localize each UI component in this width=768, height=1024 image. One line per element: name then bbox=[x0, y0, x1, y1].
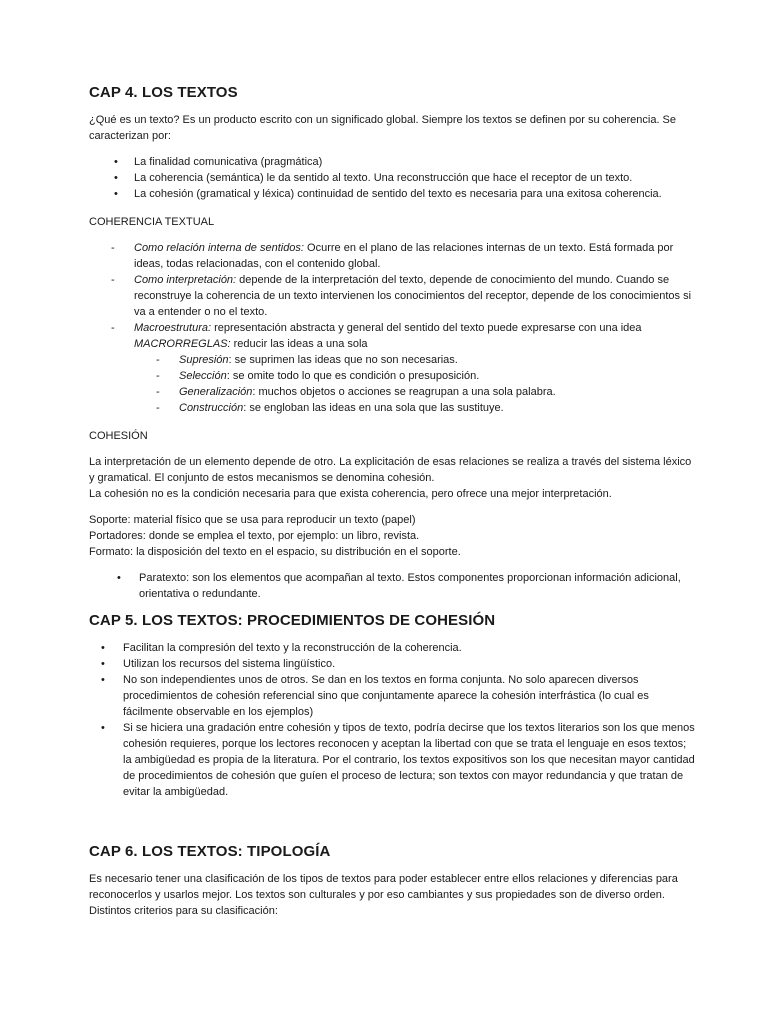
dash-icon: - bbox=[156, 354, 160, 366]
list-item bbox=[89, 240, 695, 272]
cohesion-paragraph-1: La interpretación de un elemento depende de otro. La explicitación de esas relaciones se realiza a través del sistema léxico y gramatical. El conjunto de estos mecanismos se denomina cohesión. bbox=[89, 456, 692, 484]
list-item bbox=[89, 720, 695, 800]
soporte-definition: Soporte: material físico que se usa para reproducir un texto (papel) bbox=[89, 514, 416, 526]
dash-icon: - bbox=[111, 322, 115, 334]
list-item-text: Ocurre en el plano de las relaciones internas de un texto. Está formada por ideas, todas relacionadas, con el contenido global. bbox=[134, 242, 674, 270]
paratexto-list bbox=[89, 570, 695, 602]
document-page bbox=[89, 84, 695, 929]
bullet-icon: • bbox=[101, 642, 105, 654]
bullet-icon: • bbox=[114, 156, 118, 168]
chapter-4-intro: ¿Qué es un texto? Es un producto escrito con un significado global. Siempre los textos se definen por su coherencia. Se caracterizan por: bbox=[89, 114, 677, 142]
list-item-term: Supresión bbox=[179, 354, 229, 366]
list-item bbox=[89, 570, 695, 602]
list-item bbox=[89, 272, 695, 320]
list-item-text: : muchos objetos o acciones se reagrupan a una sola palabra. bbox=[252, 386, 556, 398]
bullet-icon: • bbox=[114, 188, 118, 200]
bullet-icon: • bbox=[117, 572, 121, 584]
dash-icon: - bbox=[111, 274, 115, 286]
list-item bbox=[89, 672, 695, 720]
list-item bbox=[89, 640, 695, 656]
bullet-icon: • bbox=[101, 722, 105, 734]
macrorreglas-list bbox=[89, 352, 695, 416]
list-item bbox=[89, 186, 695, 202]
list-item-text: La coherencia (semántica) le da sentido al texto. Una reconstrucción que hace el receptor de un texto. bbox=[134, 172, 633, 184]
list-item-text: : se suprimen las ideas que no son necesarias. bbox=[228, 354, 458, 366]
chapter-5-title: CAP 5. LOS TEXTOS: PROCEDIMIENTOS DE COHESIÓN bbox=[89, 612, 496, 629]
list-item-text: La finalidad comunicativa (pragmática) bbox=[134, 156, 323, 168]
formato-definition: Formato: la disposición del texto en el espacio, su distribución en el soporte. bbox=[89, 546, 461, 558]
list-item-text: representación abstracta y general del sentido del texto puede expresarse con una idea bbox=[211, 322, 642, 334]
list-item bbox=[89, 384, 695, 400]
list-item bbox=[89, 154, 695, 170]
chapter-4-bullets bbox=[89, 154, 695, 202]
coherencia-heading: COHERENCIA TEXTUAL bbox=[89, 216, 215, 228]
cohesion-heading: COHESIÓN bbox=[89, 430, 148, 442]
chapter-6-intro: Es necesario tener una clasificación de los tipos de textos para poder establecer entre ellos relaciones y diferencias para reconocerlos y usarlos mejor. Los textos son culturales y por eso cambiantes y sus propiedades son de diverso orden. Distintos criterios para su clasificación: bbox=[89, 873, 678, 917]
list-item-text: depende de la interpretación del texto, depende de conocimiento del mundo. Cuando se reconstruye la coherencia de un texto intervienen los conocimientos del receptor, depende de los conocimientos si va a entender o no el texto. bbox=[134, 274, 692, 318]
portadores-definition: Portadores: donde se emplea el texto, por ejemplo: un libro, revista. bbox=[89, 530, 420, 542]
list-item-text: Utilizan los recursos del sistema lingüístico. bbox=[123, 658, 336, 670]
chapter-5-bullets bbox=[89, 640, 695, 800]
dash-icon: - bbox=[156, 386, 160, 398]
list-item bbox=[89, 170, 695, 186]
dash-icon: - bbox=[156, 402, 160, 414]
list-item-text: Paratexto: son los elementos que acompañan al texto. Estos componentes proporcionan información adicional, orientativa o redundante. bbox=[139, 572, 681, 600]
list-item-text: : se engloban las ideas en una sola que las sustituye. bbox=[243, 402, 504, 414]
chapter-4-title: CAP 4. LOS TEXTOS bbox=[89, 84, 238, 101]
list-item-term: Macroestrutura: bbox=[134, 322, 212, 334]
list-item-term: Como interpretación: bbox=[134, 274, 237, 286]
list-item-term: Generalización bbox=[179, 386, 253, 398]
list-item bbox=[89, 368, 695, 384]
bullet-icon: • bbox=[101, 674, 105, 686]
list-item-text: Si se hiciera una gradación entre cohesión y tipos de texto, podría decirse que los textos literarios son los que menos cohesión requieres, porque los lectores reconocen y aceptan la libertad con que se trata el lenguaje en esos textos; la ambigüedad es propia de la literatura. Por el contrario, los textos expositivos son los que necesitan mayor cantidad de procedimientos de cohesión que guíen el proceso de lectura; son textos con mayor redundancia y que tratan de evitar la ambigüedad. bbox=[123, 722, 695, 798]
coherencia-list bbox=[89, 240, 695, 416]
macrorreglas-text: reducir las ideas a una sola bbox=[230, 338, 368, 350]
list-item bbox=[89, 400, 695, 416]
list-item-term: Construcción bbox=[179, 402, 244, 414]
list-item bbox=[89, 656, 695, 672]
bullet-icon: • bbox=[114, 172, 118, 184]
chapter-6-title: CAP 6. LOS TEXTOS: TIPOLOGÍA bbox=[89, 843, 331, 860]
list-item-text: Facilitan la compresión del texto y la reconstrucción de la coherencia. bbox=[123, 642, 462, 654]
list-item-term: Como relación interna de sentidos: bbox=[134, 242, 304, 254]
list-item-term: Selección bbox=[179, 370, 227, 382]
bullet-icon: • bbox=[101, 658, 105, 670]
macrorreglas-term: MACRORREGLAS: bbox=[134, 338, 231, 350]
list-item-text: No son independientes unos de otros. Se dan en los textos en forma conjunta. No solo aparecen diversos procedimientos de cohesión referencial sino que conjuntamente aparece la cohesión interfrástica (lo cual es fácilmente observable en los ejemplos) bbox=[123, 674, 649, 718]
dash-icon: - bbox=[156, 370, 160, 382]
cohesion-paragraph-2: La cohesión no es la condición necesaria para que exista coherencia, pero ofrece una mejor interpretación. bbox=[89, 488, 612, 500]
list-item bbox=[89, 320, 695, 416]
list-item-text: La cohesión (gramatical y léxica) continuidad de sentido del texto es necesaria para una exitosa coherencia. bbox=[134, 188, 662, 200]
list-item-text: : se omite todo lo que es condición o presuposición. bbox=[226, 370, 480, 382]
dash-icon: - bbox=[111, 242, 115, 254]
list-item bbox=[89, 352, 695, 368]
